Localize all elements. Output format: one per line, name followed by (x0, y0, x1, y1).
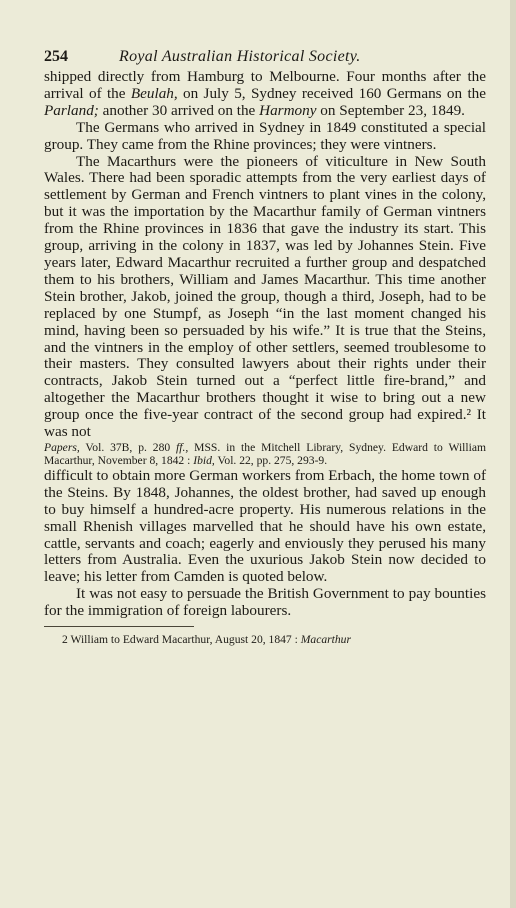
italic-text: ff., (176, 440, 189, 454)
text-run: 2 William to Edward Macarthur, August 20, 1847 : (62, 633, 301, 647)
text-run: MSS. in the Mitchell Library, Sydney. Edward to William Macarthur, November 8, 1842 : (44, 440, 486, 468)
italic-text: Parland; (44, 101, 99, 119)
italic-text: Papers, (44, 440, 80, 454)
italic-text: Macarthur (300, 633, 351, 647)
italic-text: Ibid, (193, 454, 215, 468)
text-run: Vol. 37B, p. 280 (79, 440, 177, 454)
italic-text: Harmony (259, 101, 317, 119)
paragraph-4: difficult to obtain more German workers from Erbach, the home town of the Steins. By 1848, Johannes, the oldest brother, had saved up enough to buy himself a hundred-acre property. His numerous relations in the small Rhenish villages marvelled that he should have his own estate, cattle, servants and coach; eagerly and enviously they perused his many letters from Australia. Even the uxurious Jakob Stein now decided to leave; his letter from Camden is quoted below. (44, 466, 486, 586)
text-run: on July 5, Sydney received 160 Germans on the (177, 84, 486, 102)
body-text (44, 69, 486, 620)
paragraph-3: The Macarthurs were the pioneers of viticulture in New South Wales. There had been sporadic attempts from the very earliest days of settlement by German and French vintners to plant vines in the colony, but it was the importation by the Macarthur family of German vintners from the Rhine provinces in 1836 that gave the industry its start. This group, arriving in the colony in 1837, was led by Johannes Stein. Five years later, Edward Macarthur recruited a further group and despatched them to his brothers, William and James Macarthur. This time another Stein brother, Jakob, joined the group, though a third, Joseph, had to be replaced by one Stumpf, as Joseph “in the last moment changed his mind, having been so persuaded by his wife.” It is true that the Steins, and the vintners in the employ of other settlers, seemed troublesome to their masters. They consulted lawyers about their rights under their contracts, Jakob Stein turned out a “perfect little fire-brand,” and altogether the Macarthur brothers thought it wise to bring out a new group once the five-year contract of the second group had expired.² It was not (44, 152, 486, 441)
paragraph-5: It was not easy to persuade the British Government to pay bounties for the immigration of foreign labourers. (44, 585, 486, 620)
footnote-rule (44, 626, 194, 627)
text-run: another 30 arrived on the (98, 101, 260, 119)
page-edge (510, 0, 516, 908)
footnote-2 (44, 633, 486, 647)
text-run: Vol. 22, pp. 275, 293-9. (214, 454, 328, 468)
italic-text: Beulah, (130, 84, 178, 102)
paragraph-2: The Germans who arrived in Sydney in 1849 constituted a special group. They came from the Rhine provinces; they were vintners. (44, 118, 486, 153)
text-run: on September 23, 1849. (316, 101, 465, 119)
continued-footnote (44, 441, 486, 468)
paragraph-1 (44, 69, 486, 120)
journal-title: Royal Australian Historical Society. (119, 48, 361, 65)
page-number: 254 (44, 48, 68, 65)
running-head (44, 48, 486, 70)
text-run: shipped directly from Hamburg to Melbourne. Four months after the arrival of the (44, 68, 486, 102)
